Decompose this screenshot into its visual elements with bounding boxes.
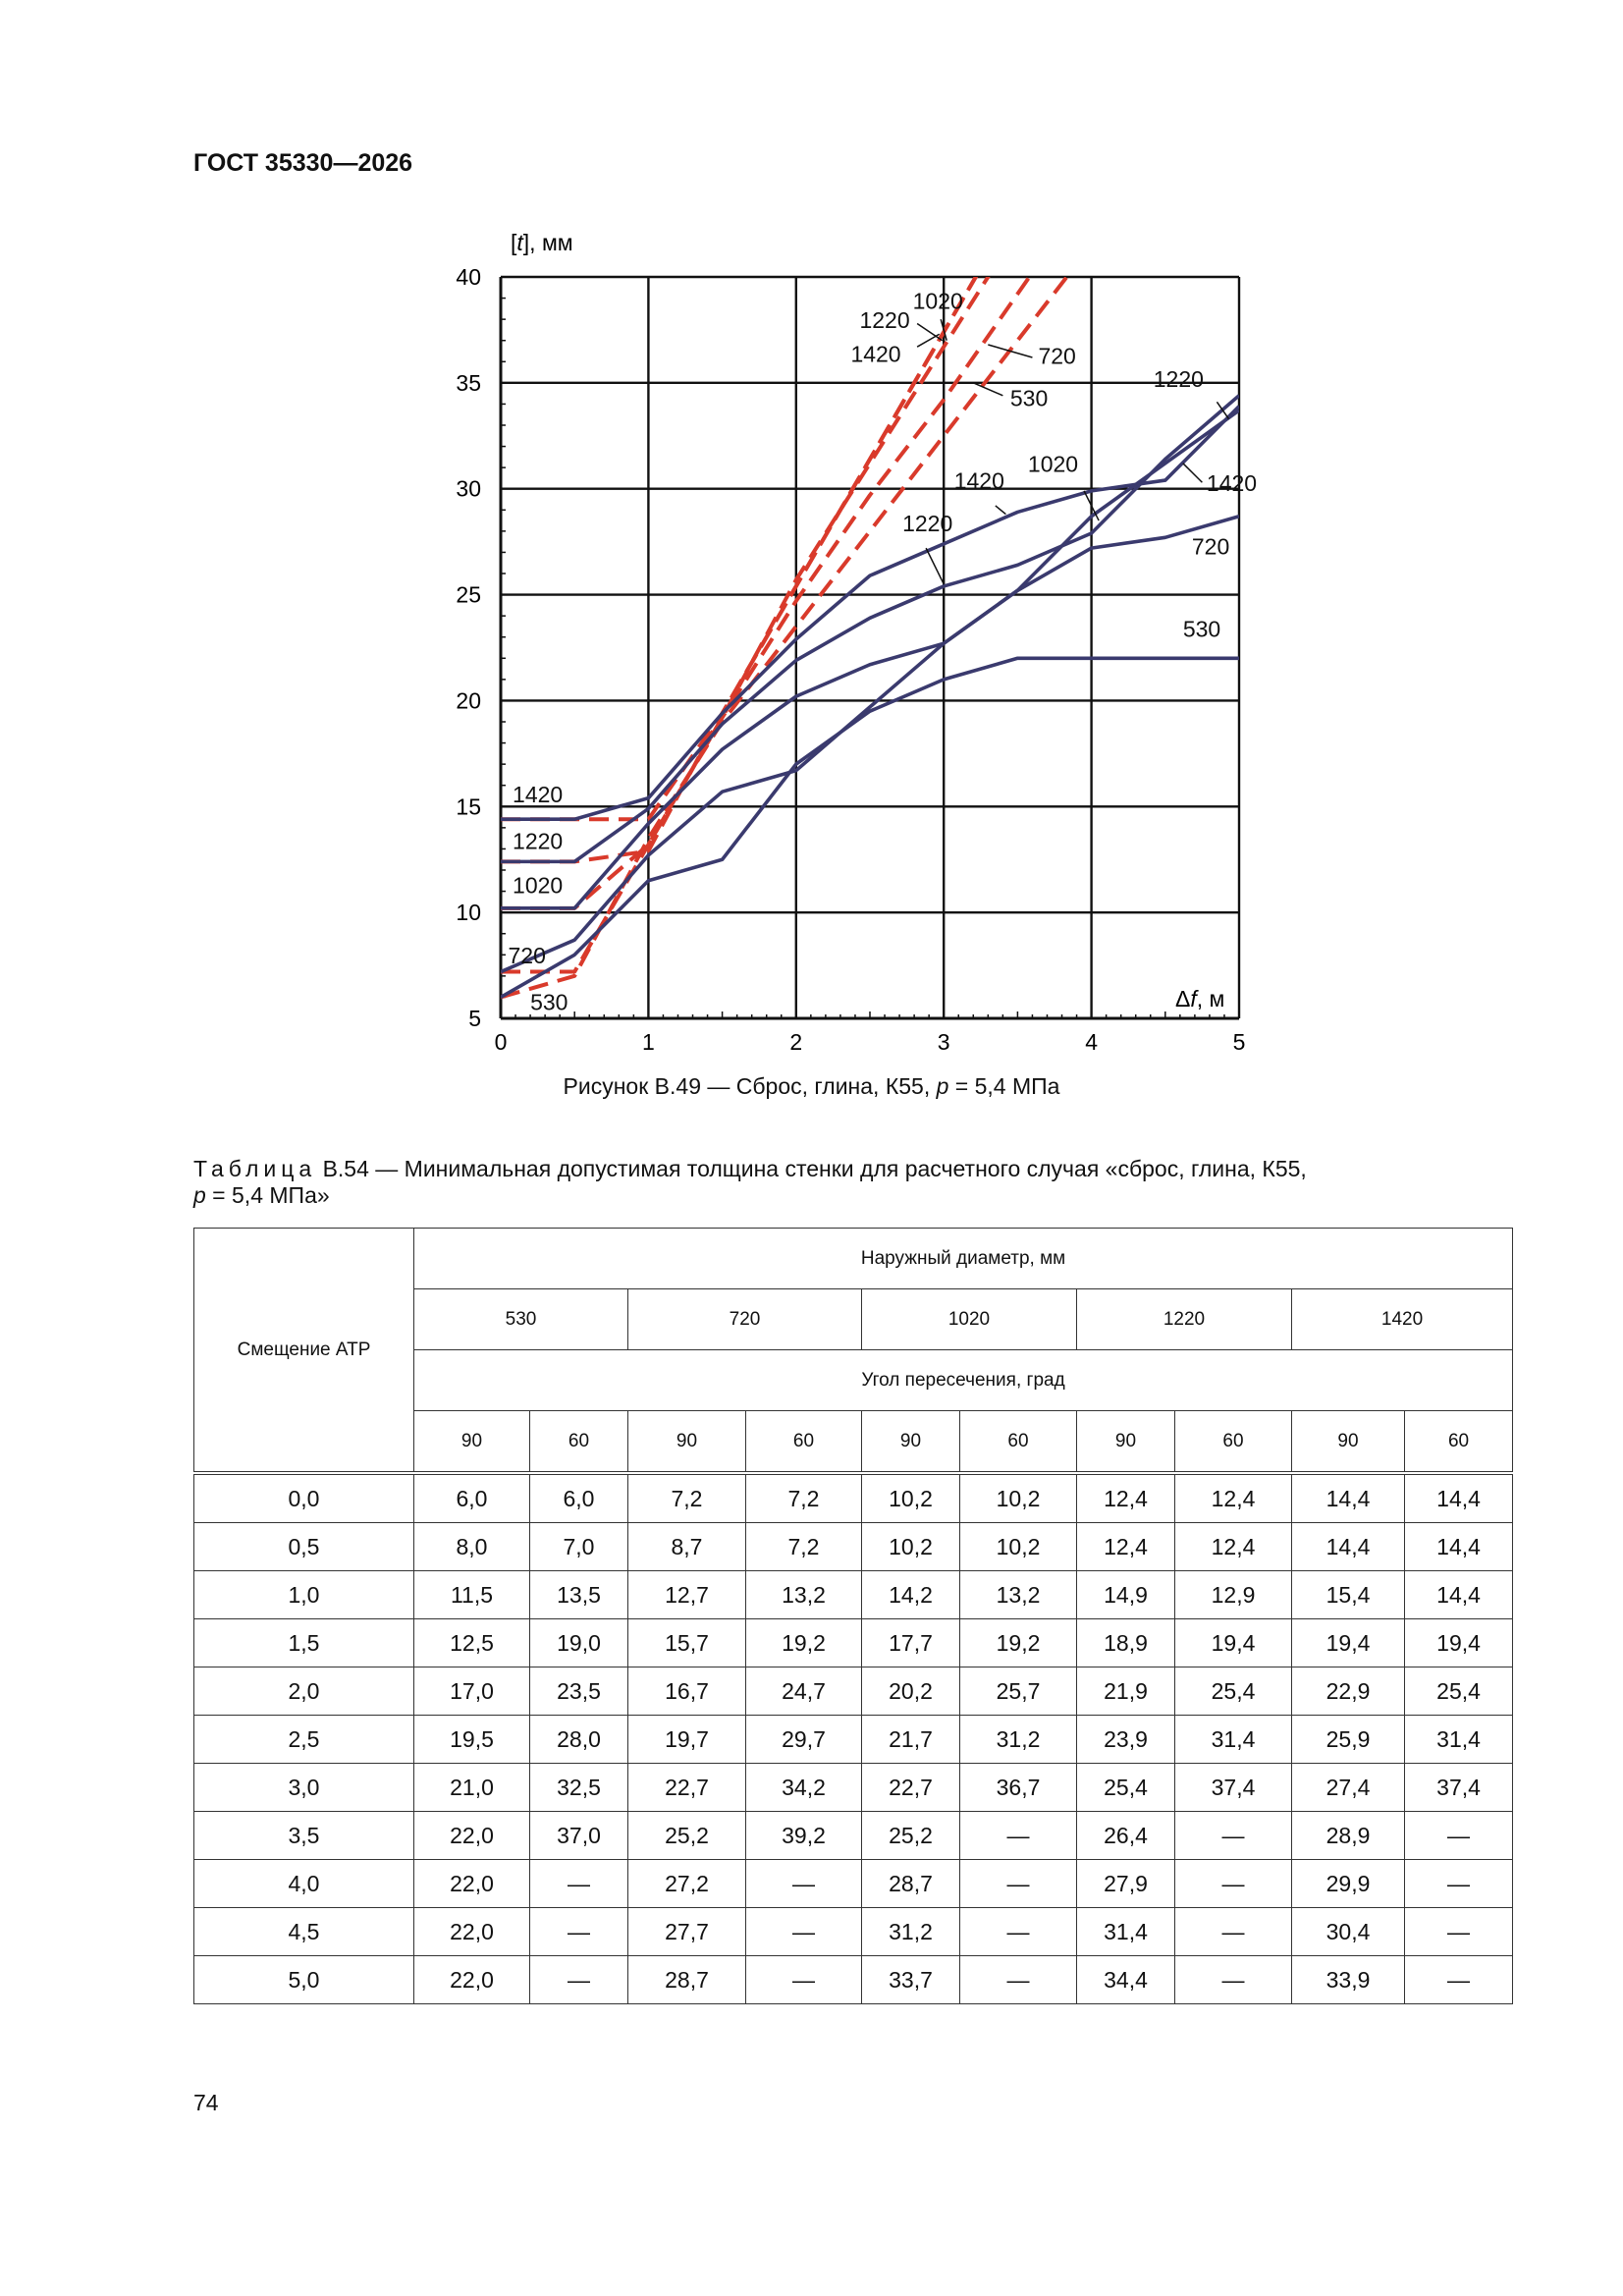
thickness-cell: 21,7: [862, 1716, 960, 1764]
thickness-cell: 22,9: [1292, 1667, 1405, 1716]
thickness-cell: —: [1175, 1956, 1292, 2004]
thickness-cell: 7,0: [530, 1523, 628, 1571]
offset-cell: 3,5: [194, 1812, 414, 1860]
thickness-chart: [422, 216, 1267, 1070]
thickness-cell: 18,9: [1077, 1619, 1175, 1667]
thickness-cell: 14,4: [1405, 1523, 1513, 1571]
y-tick-label: 30: [456, 475, 481, 502]
series-line-1220-90: [501, 396, 1239, 862]
thickness-cell: —: [1405, 1860, 1513, 1908]
thickness-cell: 28,7: [628, 1956, 746, 2004]
angle-cell: 60: [746, 1411, 862, 1474]
thickness-cell: 19,4: [1175, 1619, 1292, 1667]
offset-cell: 3,0: [194, 1764, 414, 1812]
thickness-cell: 31,2: [960, 1716, 1077, 1764]
thickness-cell: —: [1175, 1860, 1292, 1908]
curve-label: 1420: [850, 341, 901, 367]
angle-cell: 60: [1175, 1411, 1292, 1474]
x-tick-label: 3: [937, 1029, 950, 1055]
table-row: [194, 1908, 1513, 1956]
thickness-cell: 23,9: [1077, 1716, 1175, 1764]
thickness-cell: 19,0: [530, 1619, 628, 1667]
thickness-cell: 12,7: [628, 1571, 746, 1619]
thickness-cell: 15,7: [628, 1619, 746, 1667]
figure-caption: Рисунок В.49 — Сброс, глина, К55, p = 5,4 МПа: [563, 1073, 1060, 1099]
thickness-cell: 13,5: [530, 1571, 628, 1619]
thickness-cell: 7,2: [746, 1523, 862, 1571]
thickness-table: [193, 1228, 1513, 2004]
thickness-cell: 12,5: [414, 1619, 530, 1667]
offset-cell: 1,0: [194, 1571, 414, 1619]
thickness-cell: —: [746, 1908, 862, 1956]
curve-label: 720: [1038, 343, 1076, 369]
thickness-cell: 14,4: [1292, 1523, 1405, 1571]
table-row: [194, 1473, 1513, 1523]
thickness-cell: 10,2: [862, 1473, 960, 1523]
table-row: [194, 1667, 1513, 1716]
thickness-cell: 12,9: [1175, 1571, 1292, 1619]
curve-label: 1220: [859, 306, 910, 333]
thickness-cell: 20,2: [862, 1667, 960, 1716]
thickness-cell: 13,2: [746, 1571, 862, 1619]
thickness-cell: 21,9: [1077, 1667, 1175, 1716]
thickness-cell: 34,4: [1077, 1956, 1175, 2004]
x-tick-label: 2: [789, 1029, 803, 1055]
curve-label: 1020: [513, 872, 564, 899]
curve-label: 1420: [1206, 469, 1258, 496]
curve-label: 1220: [513, 828, 564, 854]
thickness-cell: 32,5: [530, 1764, 628, 1812]
thickness-cell: 37,4: [1175, 1764, 1292, 1812]
y-tick-label: 15: [456, 793, 481, 820]
thickness-cell: 12,4: [1077, 1523, 1175, 1571]
angle-cell: 60: [960, 1411, 1077, 1474]
thickness-cell: —: [960, 1908, 1077, 1956]
curve-label: 1420: [513, 781, 564, 807]
thickness-cell: —: [746, 1956, 862, 2004]
offset-cell: 2,5: [194, 1716, 414, 1764]
angle-cell: 60: [530, 1411, 628, 1474]
thickness-cell: 19,4: [1405, 1619, 1513, 1667]
y-tick-label: 35: [456, 369, 481, 396]
thickness-cell: 8,7: [628, 1523, 746, 1571]
thickness-cell: 27,9: [1077, 1860, 1175, 1908]
thickness-cell: 37,4: [1405, 1764, 1513, 1812]
thickness-cell: 14,4: [1292, 1473, 1405, 1523]
curve-label: 1220: [902, 510, 953, 536]
thickness-cell: 24,7: [746, 1667, 862, 1716]
thickness-cell: 25,2: [628, 1812, 746, 1860]
offset-cell: 0,5: [194, 1523, 414, 1571]
thickness-cell: 19,5: [414, 1716, 530, 1764]
thickness-cell: 22,0: [414, 1908, 530, 1956]
x-tick-label: 0: [494, 1029, 508, 1055]
curve-label: 530: [530, 989, 568, 1015]
table-row: [194, 1523, 1513, 1571]
thickness-cell: 28,9: [1292, 1812, 1405, 1860]
thickness-cell: —: [1405, 1812, 1513, 1860]
thickness-cell: 12,4: [1175, 1523, 1292, 1571]
thickness-cell: 22,7: [628, 1764, 746, 1812]
thickness-cell: 23,5: [530, 1667, 628, 1716]
thickness-cell: 31,4: [1175, 1716, 1292, 1764]
thickness-cell: 17,7: [862, 1619, 960, 1667]
leader-line: [1183, 464, 1203, 482]
thickness-cell: 14,4: [1405, 1571, 1513, 1619]
x-axis-label: Δf, м: [1175, 986, 1225, 1011]
curve-label: 1020: [1027, 451, 1079, 477]
thickness-cell: 29,9: [1292, 1860, 1405, 1908]
leader-line: [973, 383, 1002, 396]
thickness-cell: 22,0: [414, 1860, 530, 1908]
offset-cell: 5,0: [194, 1956, 414, 2004]
thickness-cell: 26,4: [1077, 1812, 1175, 1860]
document-header: ГОСТ 35330—2026: [193, 149, 413, 177]
thickness-cell: 37,0: [530, 1812, 628, 1860]
curve-label: 530: [1182, 616, 1221, 642]
thickness-cell: 25,2: [862, 1812, 960, 1860]
thickness-cell: 6,0: [530, 1473, 628, 1523]
offset-cell: 1,5: [194, 1619, 414, 1667]
angle-header-cell: Угол пересечения, град: [414, 1350, 1513, 1411]
table-row: [194, 1860, 1513, 1908]
thickness-cell: 13,2: [960, 1571, 1077, 1619]
table-row: [194, 1619, 1513, 1667]
page-number: 74: [193, 2090, 219, 2115]
diameter-header-cell: 1020: [862, 1289, 1077, 1350]
thickness-cell: 29,7: [746, 1716, 862, 1764]
table-row: [194, 1764, 1513, 1812]
thickness-cell: 25,4: [1405, 1667, 1513, 1716]
thickness-cell: —: [1405, 1956, 1513, 2004]
thickness-cell: 8,0: [414, 1523, 530, 1571]
offset-cell: 2,0: [194, 1667, 414, 1716]
thickness-cell: 6,0: [414, 1473, 530, 1523]
thickness-cell: 12,4: [1077, 1473, 1175, 1523]
thickness-cell: 22,7: [862, 1764, 960, 1812]
leader-line: [996, 506, 1006, 515]
curve-label: 1420: [953, 467, 1004, 494]
thickness-cell: 28,7: [862, 1860, 960, 1908]
leader-line: [926, 548, 944, 584]
thickness-cell: 19,4: [1292, 1619, 1405, 1667]
thickness-cell: 14,4: [1405, 1473, 1513, 1523]
curve-label: 1220: [1153, 366, 1204, 393]
thickness-cell: —: [1175, 1812, 1292, 1860]
thickness-cell: 31,2: [862, 1908, 960, 1956]
thickness-cell: 25,7: [960, 1667, 1077, 1716]
x-tick-label: 5: [1232, 1029, 1246, 1055]
thickness-cell: 25,9: [1292, 1716, 1405, 1764]
angle-cell: 90: [1077, 1411, 1175, 1474]
thickness-cell: —: [746, 1860, 862, 1908]
thickness-cell: 21,0: [414, 1764, 530, 1812]
thickness-cell: 33,9: [1292, 1956, 1405, 2004]
thickness-cell: 22,0: [414, 1956, 530, 2004]
thickness-cell: 22,0: [414, 1812, 530, 1860]
thickness-cell: 15,4: [1292, 1571, 1405, 1619]
leader-line: [988, 345, 1032, 357]
thickness-cell: 19,7: [628, 1716, 746, 1764]
thickness-cell: 31,4: [1077, 1908, 1175, 1956]
thickness-cell: 10,2: [960, 1523, 1077, 1571]
thickness-cell: 25,4: [1077, 1764, 1175, 1812]
thickness-cell: —: [1175, 1908, 1292, 1956]
table-row: [194, 1716, 1513, 1764]
thickness-cell: —: [960, 1860, 1077, 1908]
thickness-cell: 30,4: [1292, 1908, 1405, 1956]
group-header-cell: Наружный диаметр, мм: [414, 1229, 1513, 1289]
angle-cell: 90: [628, 1411, 746, 1474]
thickness-cell: 36,7: [960, 1764, 1077, 1812]
curve-label: 720: [508, 942, 546, 968]
thickness-cell: 27,2: [628, 1860, 746, 1908]
offset-cell: 4,5: [194, 1908, 414, 1956]
y-tick-label: 5: [468, 1006, 481, 1031]
thickness-cell: 14,9: [1077, 1571, 1175, 1619]
x-tick-label: 1: [642, 1029, 655, 1055]
thickness-cell: 17,0: [414, 1667, 530, 1716]
thickness-cell: 39,2: [746, 1812, 862, 1860]
x-tick-label: 4: [1085, 1029, 1098, 1055]
diameter-header-cell: 530: [414, 1289, 628, 1350]
thickness-cell: 16,7: [628, 1667, 746, 1716]
thickness-cell: 34,2: [746, 1764, 862, 1812]
angle-cell: 90: [1292, 1411, 1405, 1474]
thickness-cell: 10,2: [960, 1473, 1077, 1523]
thickness-cell: 19,2: [746, 1619, 862, 1667]
y-tick-label: 10: [456, 900, 481, 926]
thickness-cell: —: [530, 1956, 628, 2004]
y-axis-label: [t], мм: [511, 230, 573, 255]
y-tick-label: 40: [456, 264, 481, 290]
angle-cell: 90: [414, 1411, 530, 1474]
thickness-cell: 19,2: [960, 1619, 1077, 1667]
thickness-cell: 14,2: [862, 1571, 960, 1619]
y-tick-label: 25: [456, 581, 481, 608]
table-row: [194, 1956, 1513, 2004]
row-header-cell: Смещение АТР: [194, 1229, 414, 1474]
series-line-1420-90: [501, 407, 1239, 820]
thickness-cell: 12,4: [1175, 1473, 1292, 1523]
angle-cell: 60: [1405, 1411, 1513, 1474]
table-row: [194, 1812, 1513, 1860]
diameter-header-cell: 1220: [1077, 1289, 1292, 1350]
diameter-header-cell: 1420: [1292, 1289, 1513, 1350]
angle-cell: 90: [862, 1411, 960, 1474]
curve-label: 530: [1009, 385, 1049, 411]
thickness-cell: —: [530, 1860, 628, 1908]
offset-cell: 0,0: [194, 1473, 414, 1523]
thickness-cell: 28,0: [530, 1716, 628, 1764]
thickness-cell: —: [1405, 1908, 1513, 1956]
thickness-cell: 25,4: [1175, 1667, 1292, 1716]
thickness-cell: 31,4: [1405, 1716, 1513, 1764]
curve-label: 720: [1191, 533, 1230, 560]
thickness-cell: 7,2: [628, 1473, 746, 1523]
diameter-header-cell: 720: [628, 1289, 862, 1350]
thickness-cell: —: [960, 1812, 1077, 1860]
thickness-cell: 33,7: [862, 1956, 960, 2004]
thickness-cell: 10,2: [862, 1523, 960, 1571]
thickness-cell: —: [530, 1908, 628, 1956]
y-tick-label: 20: [456, 687, 481, 714]
thickness-cell: 27,4: [1292, 1764, 1405, 1812]
thickness-cell: 11,5: [414, 1571, 530, 1619]
curve-label: 1020: [912, 288, 963, 314]
leader-line: [917, 323, 943, 340]
thickness-cell: —: [960, 1956, 1077, 2004]
thickness-cell: 27,7: [628, 1908, 746, 1956]
table-row: [194, 1571, 1513, 1619]
table-caption: Таблица В.54 — Минимальная допустимая толщина стенки для расчетного случая «сброс, глина, К55, p = 5,4 МПа»: [193, 1156, 1307, 1208]
thickness-cell: 7,2: [746, 1473, 862, 1523]
offset-cell: 4,0: [194, 1860, 414, 1908]
